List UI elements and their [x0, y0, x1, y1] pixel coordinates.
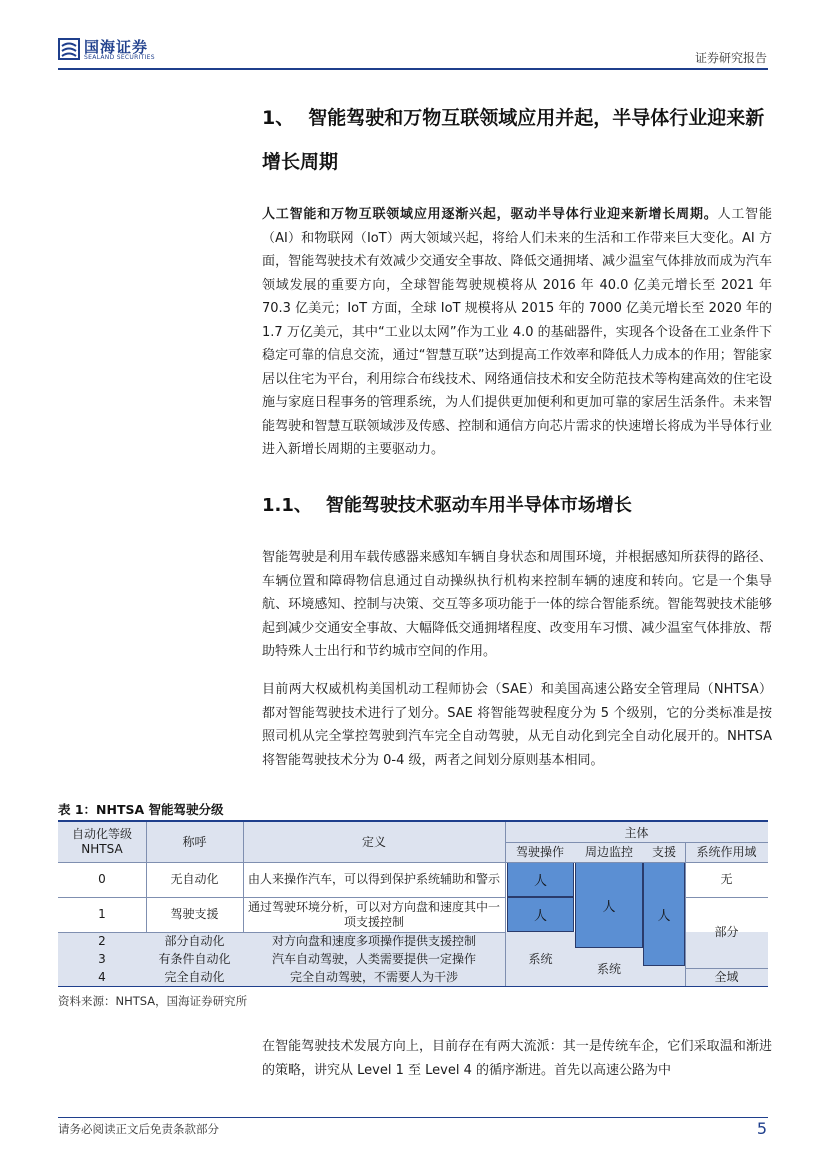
row-1-name: 驾驶支援	[170, 907, 219, 921]
page-number: 5	[756, 1119, 767, 1138]
section-1-lead: 人工智能和万物互联领域应用逐渐兴起，驱动半导体行业迎来新增长周期。	[262, 207, 718, 222]
header-scope: 系统作用域	[696, 844, 757, 859]
section-1-1-paragraph-3: 在智能驾驶技术发展方向上，目前存在有两大流派：其一是传统车企，它们采取温和渐进的策略，讲究从 Level 1 至 Level 4 的循序渐进。首先以高速公路为中	[262, 1039, 772, 1078]
header-driving: 驾驶操作	[515, 844, 564, 859]
row-1-definition: 通过驾驶环境分析，可以对方向盘和速度其中一项支援控制	[247, 899, 500, 929]
grid-line	[685, 968, 768, 969]
document-type: 证券研究报告	[694, 51, 767, 65]
page-header	[0, 0, 827, 70]
brand-name-en: SEALAND SECURITIES	[84, 54, 155, 61]
footer-divider	[58, 1117, 768, 1118]
section-1-title: 智能驾驶和万物互联领域应用并起，半导体行业迎来新增长周期	[262, 107, 765, 173]
section-1-1-number: 1.1、	[262, 495, 312, 516]
section-1-paragraph	[262, 203, 772, 462]
grid-line	[58, 897, 505, 898]
header-subject: 主体	[624, 825, 649, 840]
disclaimer-note: 请务必阅读正文后免责条款部分	[58, 1122, 219, 1136]
grid-line	[146, 822, 147, 932]
row-2-name: 部分自动化	[164, 933, 225, 948]
row-3-level: 3	[98, 951, 106, 966]
grid-line	[505, 842, 768, 843]
brand-name-cn: 国海证券	[84, 38, 149, 56]
header-level: 自动化等级 NHTSA	[71, 827, 132, 856]
support-human-cell: 人	[643, 862, 685, 966]
row-0-name: 无自动化	[170, 872, 219, 886]
scope-partial-cell: 部分	[714, 925, 739, 939]
driving-human-cell: 人	[507, 862, 574, 897]
monitoring-human-cell: 人	[575, 862, 643, 948]
header-name: 称呼	[182, 834, 207, 849]
row-0-definition: 由人来操作汽车，可以得到保护系统辅助和警示	[247, 872, 500, 886]
section-1-body: 人工智能（AI）和物联网（IoT）两大领域兴起，将给人们未来的生活和工作带来巨大变化。AI 方面，智能驾驶技术有效减少交通安全事故、降低交通拥堵、减少温室气体排放而成为汽车领域发展的重要方向，全球智能驾驶规模将从 2016 年 40.0 亿美元增长至 2021 年 70.3 亿美元；IoT 方面，全球 IoT 规模将从 2015 年的 7000 亿美元增长至 2020 年的 1.7 万亿美元，其中“工业以太网”作为工业 4.0 的基础器件，实现各个设备在工业条件下稳定可靠的信息交流，通过“智慧互联”达到提高工作效率和降低人力成本的作用；智能家居以住宅为平台，利用综合布线技术、网络通信技术和安全防范技术等构建高效的住宅设施与家庭日程事务的管理系统，为人们提供更加便利和更加可靠的家居生活条件。未来智能驾驶和智慧互联领域涉及传感、控制和通信方向芯片需求的快速增长将成为半导体行业进入新增长周期的主要驱动力。	[262, 207, 772, 457]
section-1-1-paragraph-2: 目前两大权威机构美国机动工程师协会（SAE）和美国高速公路安全管理局（NHTSA）都对智能驾驶技术进行了划分。SAE 将智能驾驶程度分为 5 个级别，它的分类标准是按照司机从完全掌控驾驶到汽车完全自动驾驶，从无自动化到完全自动化展开的。NHTSA 将智能驾驶技术分为 0-4 级，两者之间划分原则基本相同。	[262, 682, 772, 768]
row-0-level: 0	[98, 872, 106, 886]
brand-logo	[58, 36, 168, 64]
monitoring-system-cell: 系统	[596, 961, 621, 976]
section-1-1-paragraph-1: 智能驾驶是利用车载传感器来感知车辆自身状态和周围环境，并根据感知所获得的路径、车辆位置和障碍物信息通过自动操纵执行机构来控制车辆的速度和转向。它是一个集导航、环境感知、控制与决策、交互等多项功能于一体的综合智能系统。智能驾驶技术能够起到减少交通安全事故、大幅降低交通拥堵程度、改变用车习惯、减少温室气体排放、帮助特殊人士出行和节约城市空间的作用。	[262, 550, 772, 659]
row-2-definition: 对方向盘和速度多项操作提供支援控制	[271, 933, 476, 948]
nhtsa-levels-table	[58, 822, 768, 986]
row-3-definition: 汽车自动驾驶，人类需要提供一定操作	[271, 951, 476, 966]
section-1-1-heading	[262, 491, 632, 517]
driving-human-cell-2: 人	[507, 897, 574, 932]
row-2-level: 2	[98, 933, 106, 948]
sealand-logo-icon	[58, 38, 80, 60]
row-4-name: 完全自动化	[164, 969, 225, 984]
grid-line	[58, 932, 505, 933]
header-divider	[58, 68, 768, 70]
scope-full-cell: 全域	[714, 969, 739, 984]
driving-system-cell: 系统	[528, 951, 553, 966]
table-source: 资料来源：NHTSA，国海证券研究所	[58, 994, 248, 1008]
grid-line	[685, 897, 768, 898]
grid-line	[685, 842, 686, 986]
section-1-1-title: 智能驾驶技术驱动车用半导体市场增长	[325, 495, 632, 516]
row-4-level: 4	[98, 969, 106, 984]
grid-line	[505, 822, 506, 986]
grid-line	[243, 822, 244, 932]
header-monitoring: 周边监控	[584, 844, 633, 859]
section-1-number: 1、	[262, 107, 295, 129]
header-support: 支援	[651, 844, 676, 859]
row-4-definition: 完全自动驾驶，不需要人为干涉	[289, 969, 458, 984]
table-bottom-rule	[58, 986, 768, 987]
scope-none-cell: 无	[720, 872, 733, 886]
table-title: 表 1：NHTSA 智能驾驶分级	[58, 802, 224, 817]
grid-line	[58, 862, 768, 863]
row-1-level: 1	[98, 907, 106, 921]
header-definition: 定义	[361, 834, 386, 849]
section-1-heading	[262, 96, 772, 184]
row-3-name: 有条件自动化	[158, 951, 231, 966]
